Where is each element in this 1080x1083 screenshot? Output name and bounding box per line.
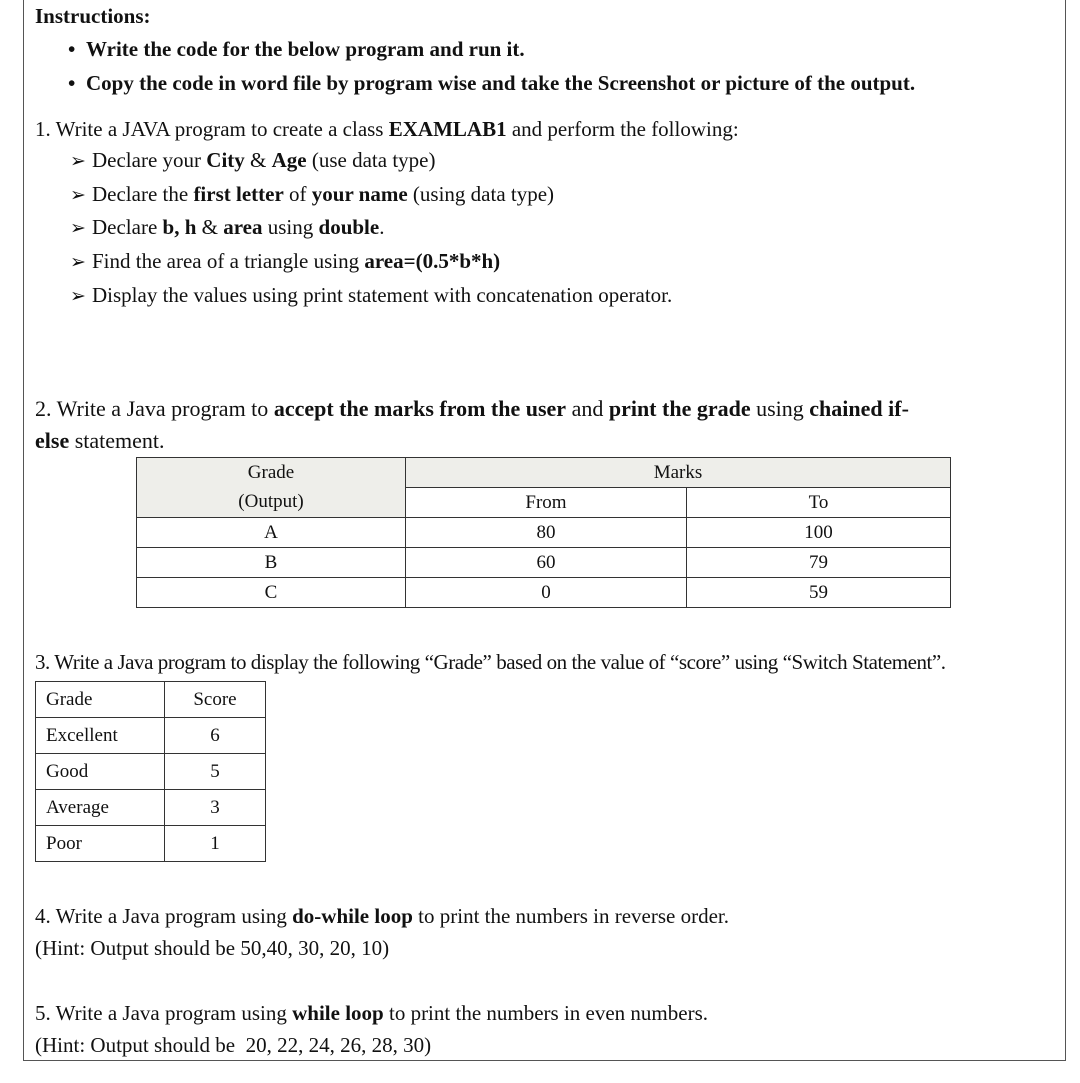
table-subheader-row <box>137 488 951 518</box>
arrow-bullet-icon: ➢ <box>70 218 86 239</box>
q1-item: ➢ Find the area of a triangle using area=(0.5*b*h) <box>70 248 500 276</box>
grade-marks-table <box>136 457 951 608</box>
table-header-row <box>36 682 266 718</box>
score-cell: 1 <box>165 826 266 862</box>
q1-item: ➢ Display the values using print statement with concatenation operator. <box>70 282 672 310</box>
marks-header: Marks <box>406 458 951 488</box>
arrow-bullet-icon: ➢ <box>70 185 86 206</box>
score-cell: 6 <box>165 718 266 754</box>
grade-cell: Good <box>36 754 165 790</box>
table-row <box>36 826 266 862</box>
table-row <box>36 754 266 790</box>
from-cell: 60 <box>406 548 687 578</box>
to-header: To <box>687 488 951 518</box>
table-header-row <box>137 458 951 488</box>
score-cell: 3 <box>165 790 266 826</box>
q1-item: ➢ Declare the first letter of your name (using data type) <box>70 181 554 209</box>
q1-item: ➢ Declare b, h & area using double. <box>70 214 384 242</box>
table-row <box>36 790 266 826</box>
table-row <box>137 518 951 548</box>
bullet-icon: • <box>68 71 76 95</box>
instructions-title: Instructions: <box>35 4 151 28</box>
grade-cell: Average <box>36 790 165 826</box>
grade-header: Grade <box>137 458 406 488</box>
arrow-bullet-icon: ➢ <box>70 151 86 172</box>
grade-subheader: (Output) <box>137 488 406 518</box>
question-2-text: 2. Write a Java program to accept the marks from the user and print the grade using chained if- <box>35 396 909 421</box>
table-row <box>137 578 951 608</box>
grade-score-table <box>35 681 266 862</box>
from-cell: 0 <box>406 578 687 608</box>
from-cell: 80 <box>406 518 687 548</box>
to-cell: 59 <box>687 578 951 608</box>
grade-cell: A <box>137 518 406 548</box>
bullet-icon: • <box>68 37 76 61</box>
grade-header: Grade <box>36 682 165 718</box>
question-1-text: 1. Write a JAVA program to create a class EXAMLAB1 and perform the following: <box>35 117 739 141</box>
score-header: Score <box>165 682 266 718</box>
score-cell: 5 <box>165 754 266 790</box>
question-5-text: 5. Write a Java program using while loop to print the numbers in even numbers. <box>35 1001 709 1025</box>
table-row <box>137 548 951 578</box>
to-cell: 79 <box>687 548 951 578</box>
question-5-hint: (Hint: Output should be 20, 22, 24, 26, 28, 30) <box>35 1033 432 1057</box>
grade-cell: Excellent <box>36 718 165 754</box>
question-3-text: 3. Write a Java program to display the following “Grade” based on the value of “score” using “Switch Statement”. <box>35 650 946 674</box>
grade-cell: Poor <box>36 826 165 862</box>
from-header: From <box>406 488 687 518</box>
to-cell: 100 <box>687 518 951 548</box>
arrow-bullet-icon: ➢ <box>70 252 86 273</box>
instruction-bullet: • Copy the code in word file by program wise and take the Screenshot or picture of the output. <box>68 71 916 95</box>
grade-cell: C <box>137 578 406 608</box>
question-4-text: 4. Write a Java program using do-while loop to print the numbers in reverse order. <box>35 904 729 928</box>
arrow-bullet-icon: ➢ <box>70 286 86 307</box>
grade-cell: B <box>137 548 406 578</box>
q1-item: ➢ Declare your City & Age (use data type) <box>70 147 436 175</box>
question-4-hint: (Hint: Output should be 50,40, 30, 20, 10) <box>35 936 390 960</box>
table-row <box>36 718 266 754</box>
instruction-bullet: • Write the code for the below program and run it. <box>68 37 525 61</box>
question-2-text-continued: else statement. <box>35 428 165 453</box>
